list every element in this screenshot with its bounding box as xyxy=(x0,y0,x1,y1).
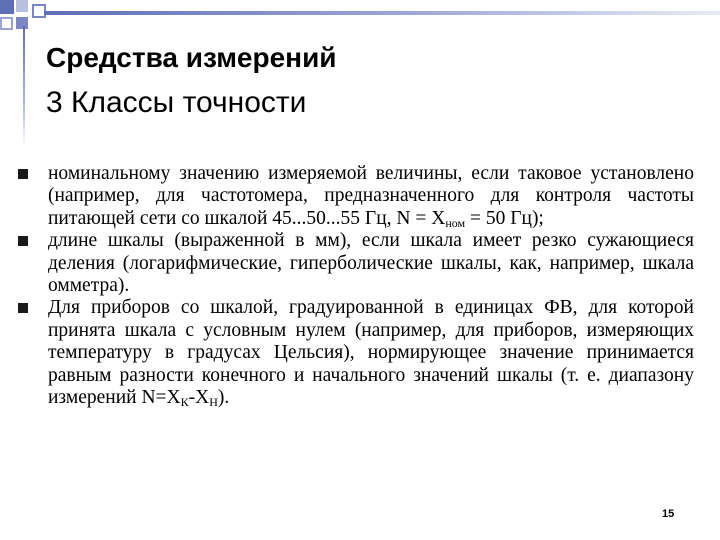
text-segment: -X xyxy=(188,387,210,409)
text-segment: = 50 Гц); xyxy=(465,207,544,229)
text-segment: Для приборов со шкалой, градуированной в единицах ФВ, для которой принята шкала с условным нулем (например, для приборов, измеряющих температуру в градусах Цельсия), нормирующее значение принимается равным разности конечного и начального значений шкалы (т. е. диапазону измерений N=X xyxy=(48,297,694,409)
text-segment: номинальному значению измеряемой величины, если таковое установлено (например, для частотомера, предназначенного для контроля частоты питающей сети со шкалой 45...50...55 Гц, N = X xyxy=(48,163,694,229)
square-bullet-icon xyxy=(18,236,28,246)
subscript: Н xyxy=(209,395,218,410)
page-number: 15 xyxy=(662,508,675,520)
slide-title: Средства измерений xyxy=(46,42,337,73)
corner-square-decoration xyxy=(0,17,13,30)
list-item xyxy=(18,230,694,297)
list-item-text xyxy=(48,163,694,230)
list-item-text xyxy=(48,297,694,409)
slide-subtitle: 3 Классы точности xyxy=(46,86,307,119)
text-segment: ). xyxy=(217,387,230,409)
top-rule-divider xyxy=(44,11,720,15)
square-bullet-icon xyxy=(18,169,28,179)
list-item xyxy=(18,163,694,230)
corner-square-decoration xyxy=(16,17,28,29)
list-item xyxy=(18,297,694,409)
left-rule-divider xyxy=(23,26,25,146)
list-item-text: длине шкалы (выраженной в мм), если шкала имеет резко сужающиеся деления (логарифмические, гиперболические шкалы, как, например, шкала омметра). xyxy=(48,230,694,297)
corner-square-decoration xyxy=(16,0,28,12)
square-bullet-icon xyxy=(18,303,28,313)
subscript: К xyxy=(180,395,189,410)
corner-square-decoration xyxy=(0,0,14,14)
subscript: ном xyxy=(445,215,466,230)
bullet-list xyxy=(18,163,694,409)
